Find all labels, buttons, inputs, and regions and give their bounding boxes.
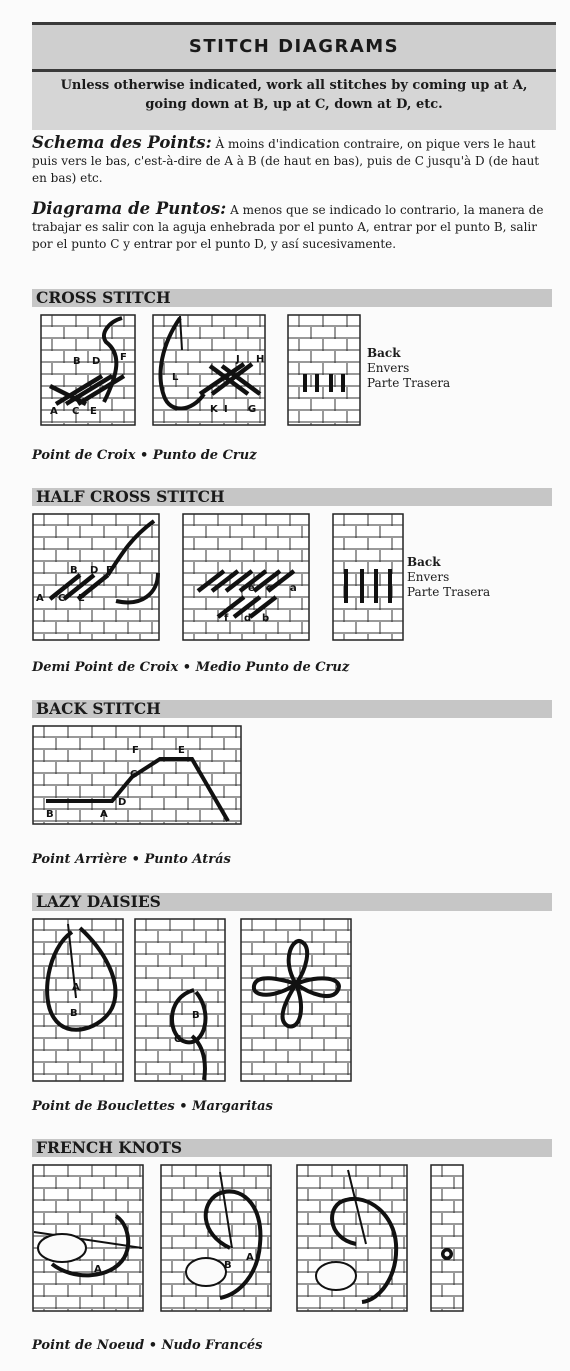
cross-d1-label-b: B [73, 356, 81, 367]
cross-back-fr: Envers [367, 361, 410, 375]
back-label-a: A [100, 809, 108, 820]
back-label-e: E [178, 745, 185, 756]
lazy-d1-label-a: A [72, 982, 80, 993]
cross-d2-label-k: K [210, 404, 218, 415]
half-d2-label-a: a [290, 583, 297, 594]
back-label-b: B [46, 809, 54, 820]
cross-d2-label-g: G [248, 404, 257, 415]
french-lead: Schema des Points: [32, 133, 212, 152]
half-d1-label-d: D [90, 565, 99, 576]
french-knot-diagram-2 [160, 1164, 272, 1312]
half-cross-back-diagram [332, 513, 404, 641]
half-d2-label-e: e [248, 583, 255, 594]
french-d2-label-b: B [224, 1260, 232, 1271]
french-knots-caption: Point de Noeud • Nudo Francés [32, 1338, 263, 1353]
half-cross-diagram-2 [182, 513, 310, 641]
half-cross-caption: Demi Point de Croix • Medio Punto de Cruz [32, 660, 350, 675]
french-paragraph [32, 134, 544, 187]
half-cross-title: HALF CROSS STITCH [36, 487, 225, 506]
half-d2-label-b: b [262, 613, 270, 624]
french-text: À moins d'indication contraire, on pique vers le haut puis vers le bas, c'est-à-dire de A à B (de haut en bas), puis de C jusqu'à D (de haut en bas) etc. [32, 137, 540, 185]
cross-stitch-title: CROSS STITCH [36, 288, 171, 307]
cross-d2-label-h: H [256, 354, 265, 365]
french-knots-title: FRENCH KNOTS [36, 1138, 183, 1157]
canvas-border [431, 1165, 463, 1311]
half-back-title: Back [407, 555, 441, 569]
cross-stitch-back-diagram [287, 314, 361, 426]
intro-line-2: going down at B, up at C, down at D, etc. [145, 97, 443, 112]
back-label-d: D [118, 797, 127, 808]
cross-d1-label-c: C [72, 406, 80, 417]
cross-d1-label-a: A [50, 406, 58, 417]
cross-back-es: Parte Trasera [367, 376, 451, 390]
lazy-daisy-flower-diagram [240, 918, 352, 1082]
cross-d2-label-j: J [236, 354, 240, 365]
lazy-daisies-caption: Point de Bouclettes • Margaritas [32, 1099, 273, 1114]
half-d1-label-b: B [70, 565, 78, 576]
half-d1-label-a: A [36, 593, 44, 604]
cross-stitch-diagram-2 [152, 314, 266, 426]
half-d1-label-e: E [78, 593, 85, 604]
spanish-lead: Diagrama de Puntos: [32, 199, 227, 218]
cross-stitch-caption: Point de Croix • Punto de Cruz [32, 448, 257, 463]
french-d1-label-a: A [94, 1264, 102, 1275]
cross-d1-label-f: F [120, 352, 127, 363]
half-back-fr: Envers [407, 570, 450, 584]
spanish-text: A menos que se indicado lo contrario, la manera de trabajar es salir con la aguja enhebrada por el punto A, entrar por el punto B, salir por el punto C y entrar por el punto D, y así sucesivamente. [32, 203, 544, 251]
page-title: STITCH DIAGRAMS [188, 36, 400, 57]
cross-d2-label-i: I [224, 404, 228, 415]
half-d1-label-f: F [106, 565, 113, 576]
back-label-c: C [130, 769, 138, 780]
half-back-label [407, 555, 490, 600]
lazy-d2-label-b: B [192, 1010, 200, 1021]
lazy-daisies-title: LAZY DAISIES [36, 892, 161, 911]
back-stitch-diagram [32, 725, 242, 825]
half-d2-label-c: c [266, 583, 272, 594]
lazy-d2-label-c: C [174, 1034, 182, 1045]
cross-stitch-diagram-1 [40, 314, 136, 426]
lazy-d1-label-b: B [70, 1008, 78, 1019]
cross-back-title: Back [367, 346, 401, 360]
cross-back-label [367, 346, 450, 391]
intro-line-1: Unless otherwise indicated, work all stitches by coming up at A, [60, 78, 528, 93]
french-knot-diagram-3 [296, 1164, 408, 1312]
half-d1-label-c: C [58, 593, 66, 604]
french-knot-diagram-1 [32, 1164, 144, 1312]
half-cross-diagram-1 [32, 513, 160, 641]
cross-d2-label-l: L [172, 372, 179, 383]
french-knot-result-diagram [430, 1164, 464, 1312]
french-d2-label-a: A [246, 1252, 254, 1263]
cross-d1-label-e: E [90, 406, 97, 417]
back-label-f: F [132, 745, 139, 756]
lazy-daisy-diagram-2 [134, 918, 226, 1082]
lazy-daisy-diagram-1 [32, 918, 124, 1082]
intro-text [32, 72, 556, 130]
header-panel [32, 22, 556, 130]
back-stitch-title: BACK STITCH [36, 699, 161, 718]
half-d2-label-d: d [244, 613, 252, 624]
cross-d1-label-d: D [92, 356, 101, 367]
back-stitch-caption: Point Arrière • Punto Atrás [32, 852, 231, 867]
half-back-es: Parte Trasera [407, 585, 491, 599]
spanish-paragraph [32, 200, 544, 253]
half-d2-label-f: f [224, 613, 229, 624]
